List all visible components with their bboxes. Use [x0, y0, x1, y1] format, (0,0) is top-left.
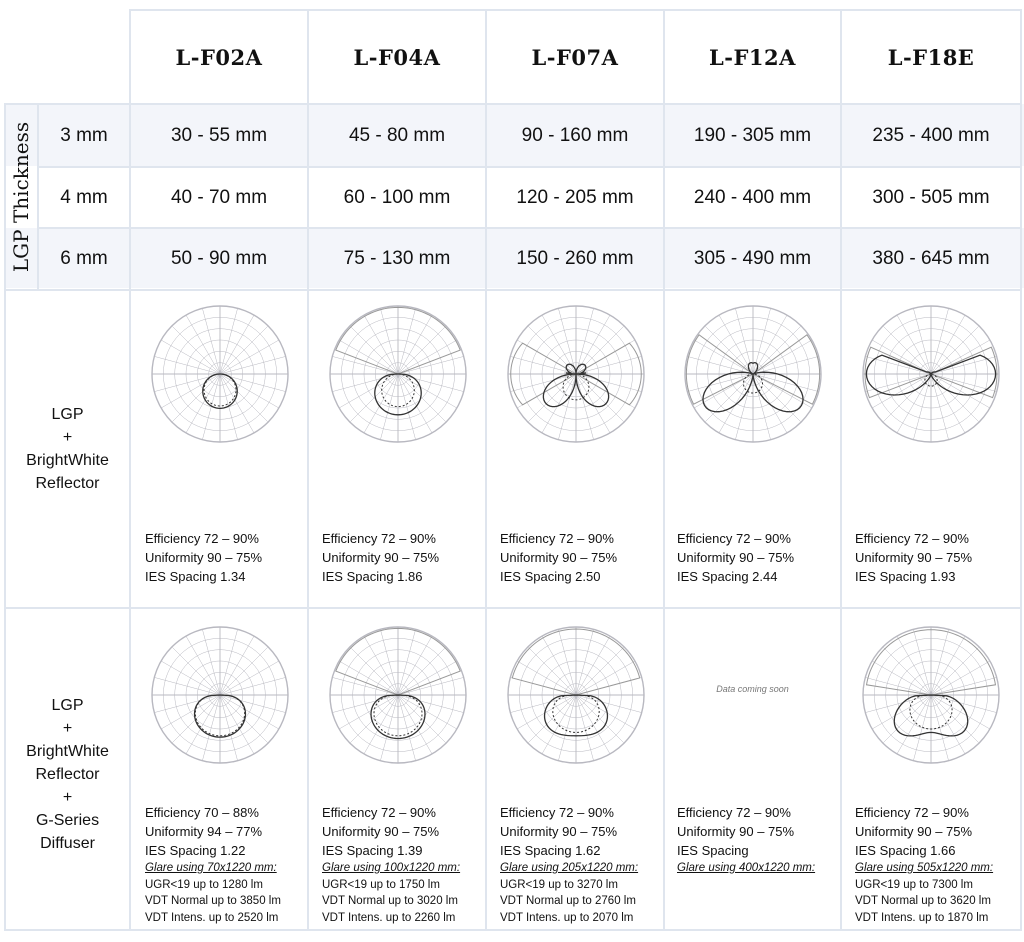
row-label-line: + [62, 719, 73, 737]
uniformity-text: Uniformity 90 – 75% [855, 824, 973, 839]
row-label-line: + [62, 788, 73, 806]
uniformity-text: Uniformity 94 – 77% [145, 824, 263, 839]
polar-diagram [860, 303, 1002, 445]
spec-block [677, 803, 815, 877]
thickness-label: 4 mm [60, 186, 108, 208]
glare-line: VDT Normal up to 3850 lm [145, 895, 281, 907]
row-label-line: Diffuser [40, 834, 95, 852]
ies-spacing-text: IES Spacing 2.44 [677, 569, 778, 584]
polar-diagram [149, 624, 291, 766]
glare-line: VDT Intens. up to 2260 lm [322, 911, 456, 924]
glare-line: UGR<19 up to 1280 lm [145, 878, 263, 891]
range-cell: 235 - 400 mm [872, 124, 990, 146]
glare-line: UGR<19 up to 7300 lm [855, 878, 973, 891]
range-cell: 45 - 80 mm [348, 124, 446, 146]
ies-spacing-text: IES Spacing 1.86 [322, 569, 423, 584]
uniformity-text: Uniformity 90 – 75% [500, 824, 618, 839]
range-cell: 305 - 490 mm [693, 248, 812, 269]
range-cell: 380 - 645 mm [872, 248, 990, 269]
polar-diagram [682, 303, 824, 445]
glare-line: UGR<19 up to 1750 lm [322, 878, 440, 891]
range-cell: 120 - 205 mm [516, 186, 634, 208]
glare-title: Glare using 505x1220 mm: [855, 862, 994, 874]
efficiency-text: Efficiency 72 – 90% [322, 805, 436, 820]
spec-block [322, 529, 439, 586]
range-cell: 30 - 55 mm [170, 124, 268, 146]
glare-line: VDT Intens. up to 2070 lm [500, 911, 634, 924]
uniformity-text: Uniformity 90 – 75% [322, 824, 440, 839]
glare-line: VDT Normal up to 2760 lm [500, 895, 636, 907]
range-cell: 50 - 90 mm [170, 248, 268, 269]
efficiency-text: Efficiency 70 – 88% [145, 805, 259, 820]
polar-diagram [860, 624, 1002, 766]
efficiency-text: Efficiency 72 – 90% [677, 531, 791, 546]
spec-block [500, 529, 617, 586]
row-label-line: LGP [51, 696, 84, 714]
range-cell: 150 - 260 mm [516, 248, 634, 269]
ies-spacing-text: IES Spacing 1.39 [322, 843, 423, 858]
glare-title: Glare using 70x1220 mm: [145, 862, 277, 874]
polar-diagram [327, 624, 469, 766]
glare-line: VDT Intens. up to 2520 lm [145, 911, 279, 924]
ies-spacing-text: IES Spacing 1.93 [855, 569, 956, 584]
ies-spacing-text: IES Spacing 2.50 [500, 569, 601, 584]
row-label-line: BrightWhite [26, 742, 109, 760]
uniformity-text: Uniformity 90 – 75% [677, 824, 795, 839]
polar-diagram [327, 303, 469, 445]
thickness-label: 6 mm [60, 248, 108, 269]
glare-title: Glare using 400x1220 mm: [677, 862, 816, 874]
row-label-line: Reflector [35, 765, 100, 783]
ies-spacing-text: IES Spacing 1.66 [855, 843, 956, 858]
ies-spacing-text: IES Spacing [677, 843, 749, 858]
uniformity-text: Uniformity 90 – 75% [500, 550, 618, 565]
efficiency-text: Efficiency 72 – 90% [500, 805, 614, 820]
row-label-line: BrightWhite [26, 452, 109, 469]
reflector-row-label [6, 291, 129, 607]
efficiency-text: Efficiency 72 – 90% [322, 531, 436, 546]
uniformity-text: Uniformity 90 – 75% [855, 550, 973, 565]
range-cell: 300 - 505 mm [872, 186, 990, 208]
lgp-thickness-label-cell [6, 105, 37, 289]
product-header: L-F04A [353, 44, 441, 70]
glare-line: VDT Intens. up to 1870 lm [855, 911, 989, 924]
polar-diagram [149, 303, 291, 445]
range-cell: 40 - 70 mm [170, 186, 268, 208]
grid-line [4, 929, 1022, 931]
efficiency-text: Efficiency 72 – 90% [855, 531, 969, 546]
spec-block [855, 803, 993, 926]
glare-line: VDT Normal up to 3020 lm [322, 895, 458, 907]
product-header: L-F12A [709, 44, 796, 70]
ies-spacing-text: IES Spacing 1.34 [145, 569, 246, 584]
spec-block [677, 529, 794, 586]
range-cell: 75 - 130 mm [343, 248, 451, 269]
row-label-line: + [62, 429, 73, 446]
data-coming-soon-note: Data coming soon [716, 684, 789, 694]
glare-line: UGR<19 up to 3270 lm [500, 878, 618, 891]
spec-block [145, 529, 262, 586]
polar-diagram [505, 303, 647, 445]
product-header: L-F02A [175, 44, 263, 70]
spec-block [322, 803, 460, 926]
range-cell: 60 - 100 mm [343, 186, 451, 208]
row-label-line: LGP [51, 406, 84, 423]
spec-block [145, 803, 281, 926]
row-label-line: Reflector [35, 475, 100, 492]
product-header: L-F07A [531, 44, 619, 70]
lgp-thickness-label: LGP Thickness [9, 121, 34, 273]
efficiency-text: Efficiency 72 – 90% [145, 531, 259, 546]
spec-block [500, 803, 638, 926]
diffuser-row-label [6, 609, 129, 929]
glare-line: VDT Normal up to 3620 lm [855, 895, 991, 907]
ies-spacing-text: IES Spacing 1.22 [145, 843, 246, 858]
range-cell: 90 - 160 mm [521, 124, 629, 146]
grid-line [1020, 9, 1022, 931]
ies-spacing-text: IES Spacing 1.62 [500, 843, 601, 858]
range-cell: 240 - 400 mm [693, 186, 812, 208]
uniformity-text: Uniformity 90 – 75% [677, 550, 795, 565]
efficiency-text: Efficiency 72 – 90% [500, 531, 614, 546]
row-label-line: G-Series [35, 811, 100, 829]
thickness-label: 3 mm [60, 124, 108, 146]
grid-line [4, 289, 1022, 291]
glare-title: Glare using 205x1220 mm: [500, 862, 639, 874]
glare-title: Glare using 100x1220 mm: [322, 862, 461, 874]
efficiency-text: Efficiency 72 – 90% [677, 805, 791, 820]
range-cell: 190 - 305 mm [693, 124, 812, 146]
uniformity-text: Uniformity 90 – 75% [322, 550, 440, 565]
efficiency-text: Efficiency 72 – 90% [855, 805, 969, 820]
product-header: L-F18E [887, 44, 975, 70]
uniformity-text: Uniformity 90 – 75% [145, 550, 263, 565]
polar-diagram [505, 624, 647, 766]
spec-block [855, 529, 972, 586]
grid-line [4, 607, 1022, 609]
